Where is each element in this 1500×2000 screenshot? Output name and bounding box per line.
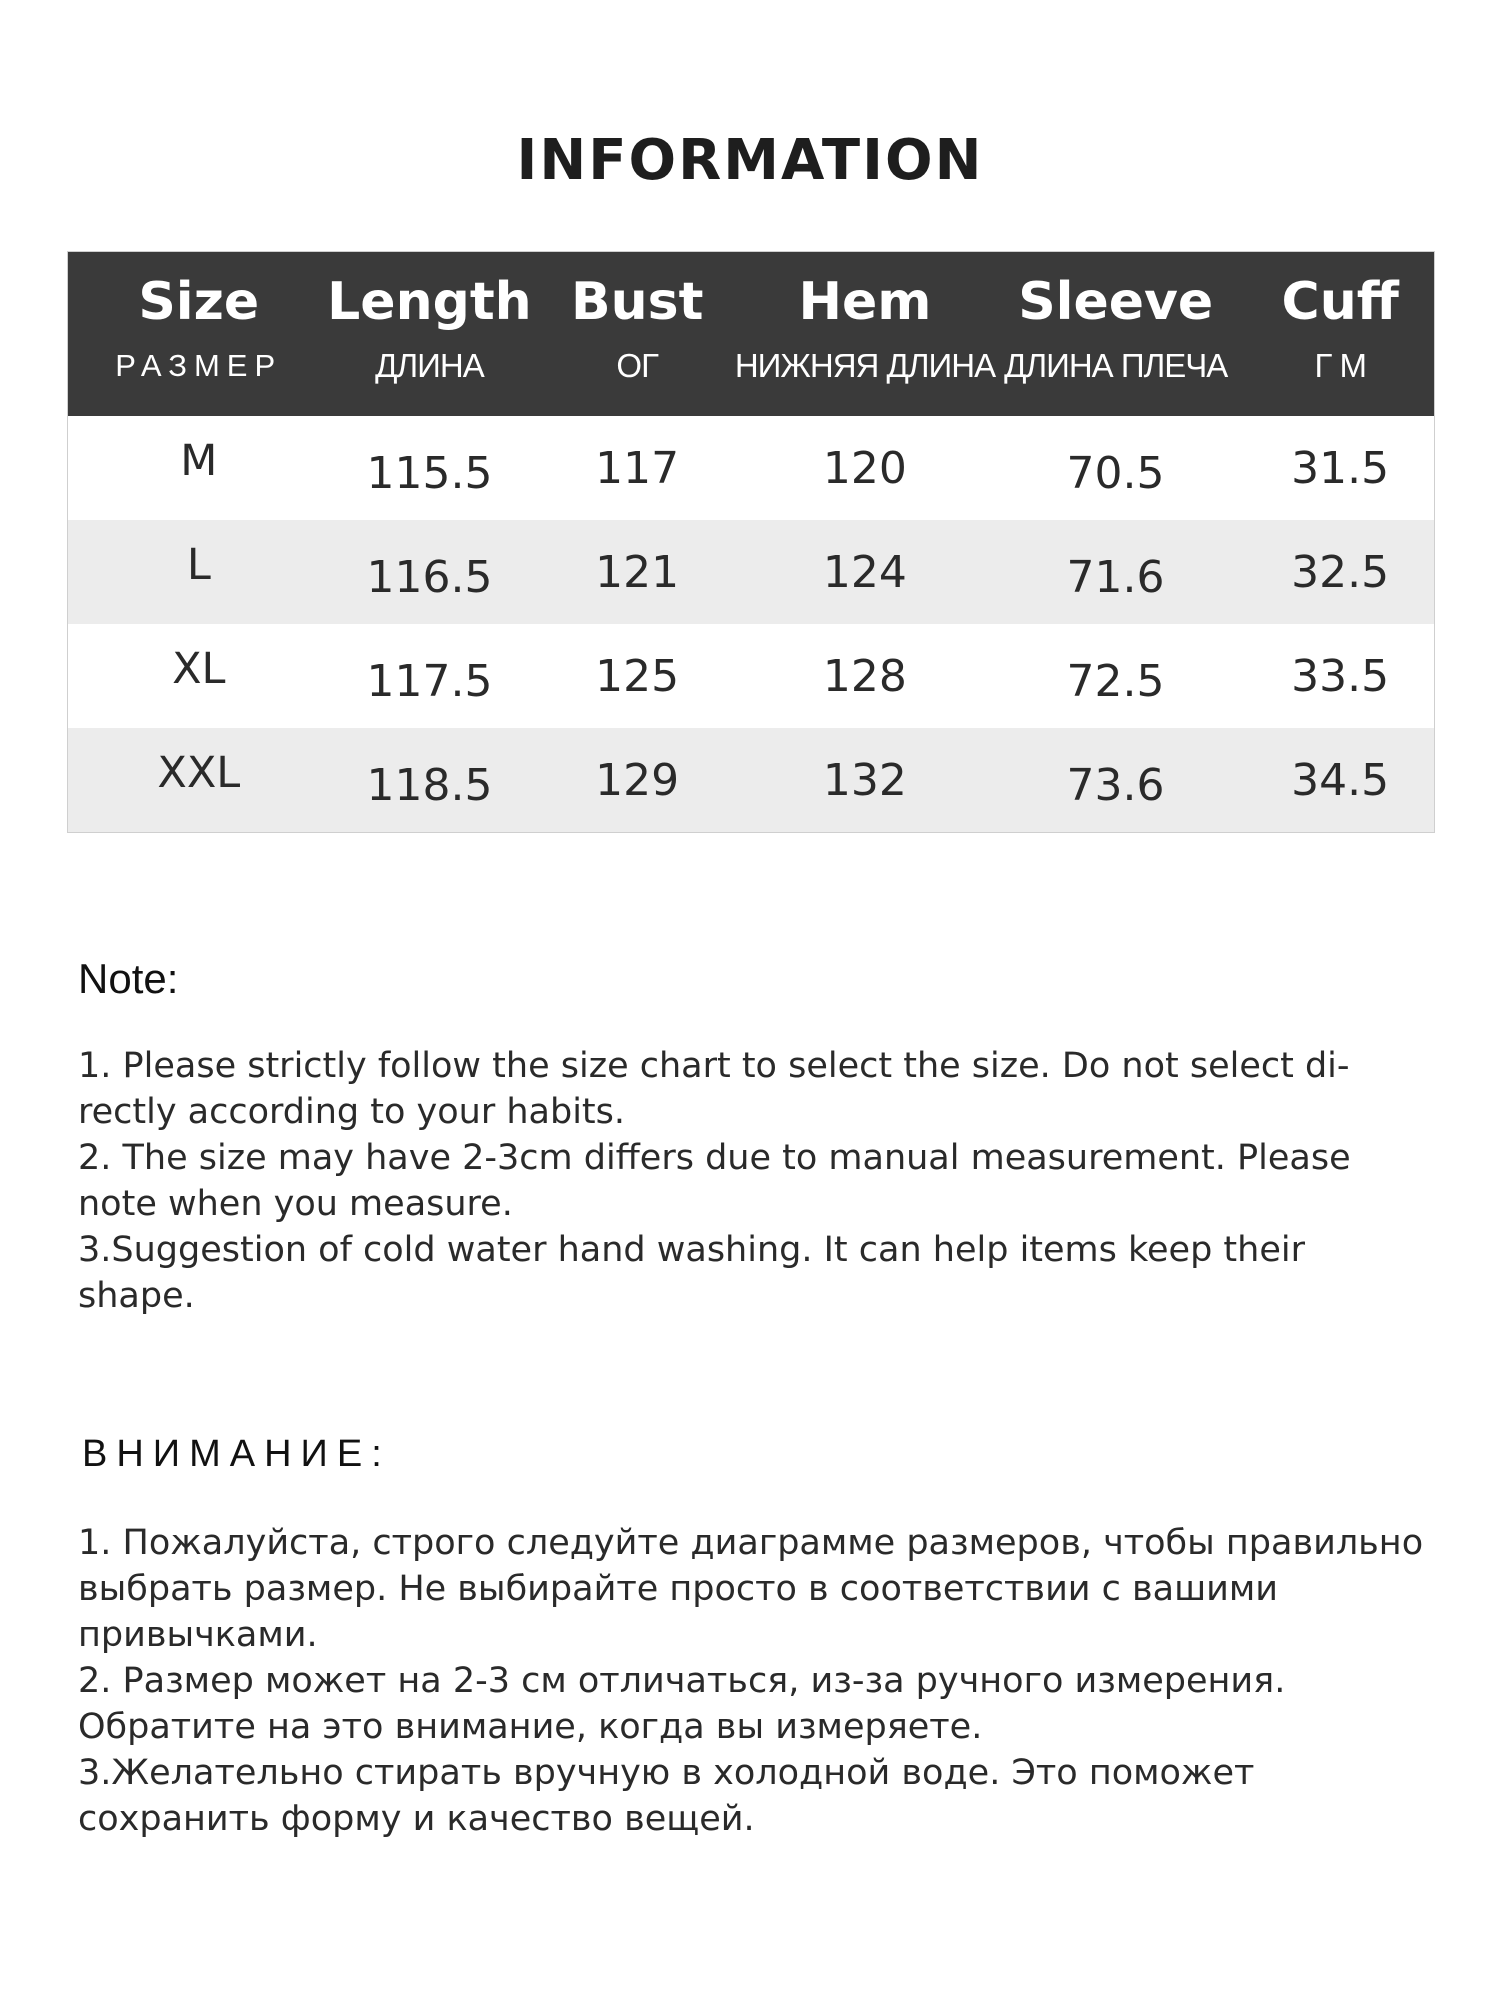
ru-note-heading: ВНИМАНИЕ:	[82, 1433, 391, 1475]
header-sleeve	[985, 252, 1246, 416]
cell-cuff: 32.5	[1291, 546, 1390, 598]
cell-length: 116.5	[366, 551, 493, 603]
cell-bust: 117	[595, 442, 680, 494]
cell-sleeve: 73.6	[1066, 759, 1165, 811]
ru-note-line: 3.Желательно стирать вручную в холодной воде. Это поможет	[78, 1753, 1255, 1793]
cell-hem: 132	[822, 754, 907, 806]
ru-note-line: привычками.	[78, 1615, 318, 1655]
table-row	[68, 624, 1434, 728]
ru-note-line: сохранить форму и качество вещей.	[78, 1799, 755, 1839]
note-line: shape.	[78, 1276, 195, 1316]
cell-length: 118.5	[366, 759, 493, 811]
header-bust	[529, 252, 745, 416]
header-label-ru: РАЗМЕР	[115, 348, 283, 383]
header-label-ru: ДЛИНА	[375, 347, 484, 384]
note-line: rectly according to your habits.	[78, 1092, 626, 1132]
table-header	[68, 252, 1434, 416]
header-label-en: Bust	[570, 272, 704, 332]
note-line: 2. The size may have 2-3cm differs due to manual measurement. Please	[78, 1138, 1351, 1178]
cell-size: M	[180, 436, 218, 486]
header-label-ru: НИЖНЯЯ ДЛИНА	[734, 347, 996, 384]
ru-note-line: Обратите на это внимание, когда вы измеряете.	[78, 1707, 983, 1747]
header-length	[327, 252, 532, 416]
header-label-en: Length	[327, 272, 532, 332]
header-label-en: Sleeve	[1018, 272, 1214, 332]
header-label-en: Cuff	[1281, 272, 1399, 332]
note-body	[78, 1043, 1418, 1319]
table-row	[68, 520, 1434, 624]
cell-hem: 124	[822, 546, 907, 598]
table-row	[68, 416, 1434, 520]
ru-note-line: 2. Размер может на 2-3 см отличаться, из-за ручного измерения.	[78, 1661, 1286, 1701]
cell-cuff: 33.5	[1291, 650, 1390, 702]
table-row	[68, 728, 1434, 832]
cell-bust: 129	[595, 754, 680, 806]
header-label-ru: ОГ	[616, 347, 658, 384]
page-title: INFORMATION	[516, 128, 984, 193]
cell-cuff: 34.5	[1291, 754, 1390, 806]
header-label-en: Size	[138, 272, 260, 332]
note-line: note when you measure.	[78, 1184, 513, 1224]
cell-bust: 121	[595, 546, 680, 598]
cell-sleeve: 72.5	[1066, 655, 1165, 707]
cell-size: XXL	[157, 748, 241, 798]
cell-cuff: 31.5	[1291, 442, 1390, 494]
size-chart-table	[67, 251, 1435, 833]
note-line: 3.Suggestion of cold water hand washing. It can help items keep their	[78, 1230, 1305, 1270]
cell-size: XL	[172, 644, 226, 694]
cell-length: 115.5	[366, 447, 493, 499]
header-size	[68, 252, 329, 416]
cell-size: L	[186, 540, 211, 590]
cell-length: 117.5	[366, 655, 493, 707]
ru-note-body	[78, 1520, 1438, 1842]
note-heading: Note:	[78, 955, 179, 1002]
cell-sleeve: 70.5	[1066, 447, 1165, 499]
header-label-en: Hem	[798, 272, 932, 332]
ru-note-line: выбрать размер. Не выбирайте просто в соответствии с вашими	[78, 1569, 1279, 1609]
header-hem	[734, 252, 996, 416]
cell-sleeve: 71.6	[1066, 551, 1165, 603]
cell-bust: 125	[595, 650, 680, 702]
cell-hem: 128	[822, 650, 907, 702]
header-label-ru: ДЛИНА ПЛЕЧА	[1004, 347, 1228, 384]
header-label-ru: Г М	[1314, 347, 1366, 384]
note-line: 1. Please strictly follow the size chart to select the size. Do not select di-	[78, 1046, 1350, 1086]
ru-note-line: 1. Пожалуйста, строго следуйте диаграмме размеров, чтобы правильно	[78, 1523, 1424, 1563]
header-cuff	[1246, 252, 1434, 416]
cell-hem: 120	[822, 442, 907, 494]
